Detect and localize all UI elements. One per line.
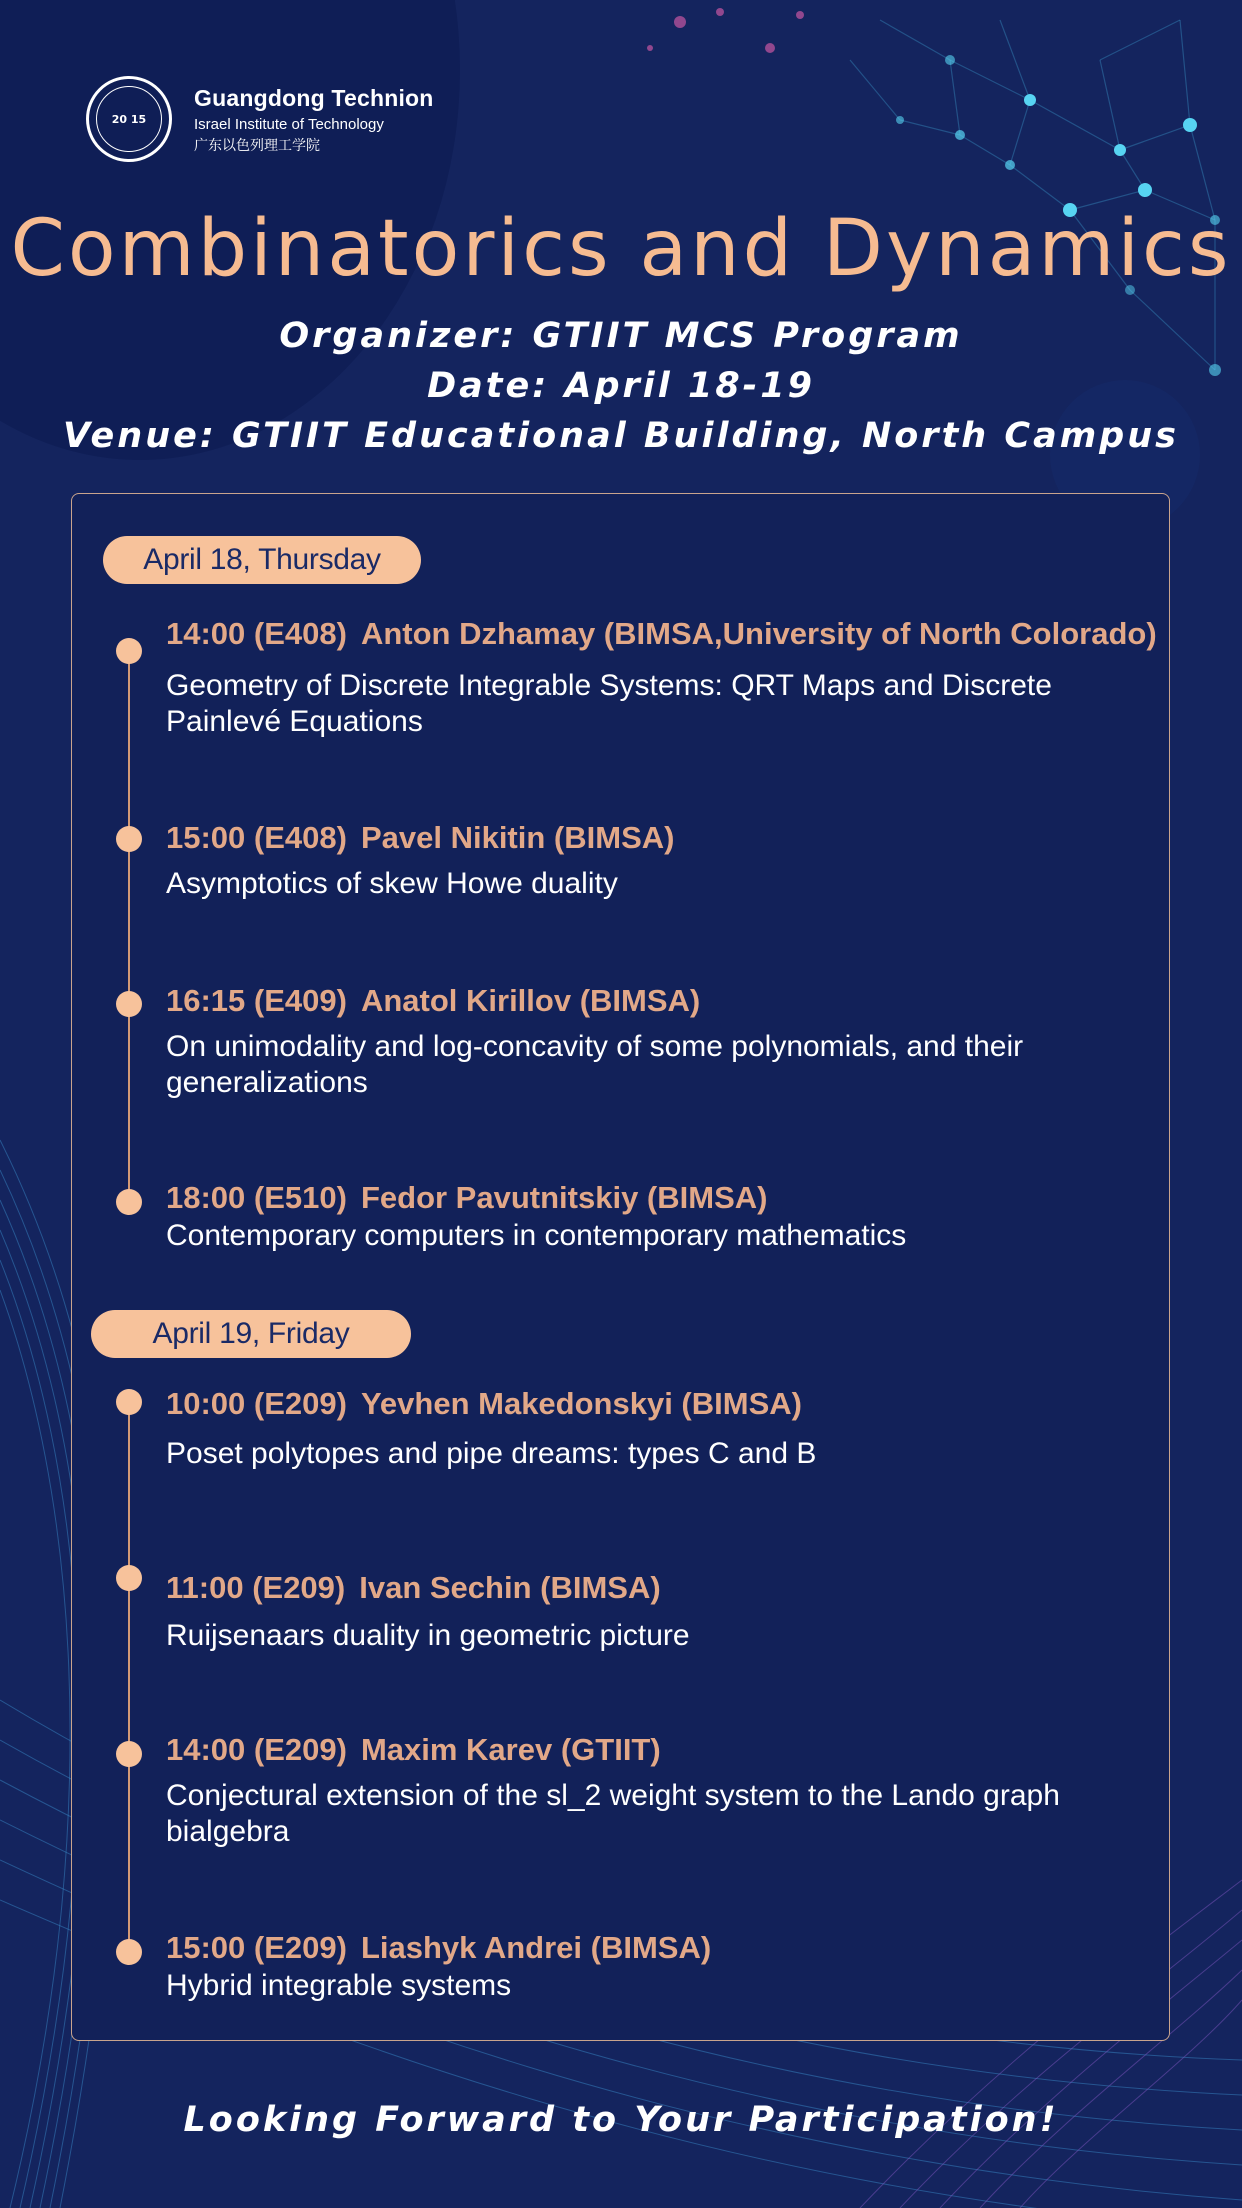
talk-time: 15:00 (E408) [166,820,347,855]
talk-title: Ruijsenaars duality in geometric picture [166,1619,690,1652]
event-date: Date: April 18-19 [427,366,815,406]
talk-header [166,1180,767,1216]
talk-title: Hybrid integrable systems [166,1969,512,2002]
timeline-dot [116,991,142,1017]
day-label-april-19: April 19, Friday [91,1310,411,1358]
talk-speaker: Ivan Sechin (BIMSA) [359,1570,661,1605]
talk-title: Poset polytopes and pipe dreams: types C and B [166,1437,817,1470]
talk-header [166,983,700,1019]
day-label-april-18: April 18, Thursday [103,536,421,584]
logo-text [194,85,434,153]
talk-header [166,820,674,856]
talk-title: Asymptotics of skew Howe duality [166,867,618,900]
institution-subtitle: Israel Institute of Technology [194,115,384,133]
timeline-dot [116,1189,142,1215]
talk-speaker: Anton Dzhamay (BIMSA,University of North Colorado) [360,616,1157,651]
timeline-line [128,1401,130,1953]
timeline-dot [116,1741,142,1767]
timeline-dot [116,826,142,852]
talk-time: 18:00 (E510) [166,1180,347,1215]
talk-time: 14:00 (E408) [166,616,347,651]
talk-time: 15:00 (E209) [166,1930,347,1965]
talk-header [166,1386,802,1422]
timeline-dot [116,1389,142,1415]
talk-time: 11:00 (E209) [166,1570,346,1605]
timeline-line [128,650,130,1202]
talk-title: On unimodality and log-concavity of some polynomials, and their generalizations [166,1030,1024,1099]
talk-time: 14:00 (E209) [166,1732,347,1767]
talk-speaker: Liashyk Andrei (BIMSA) [360,1930,712,1965]
talk-header [166,1732,661,1768]
talk-speaker: Fedor Pavutnitskiy (BIMSA) [360,1180,768,1215]
talk-header [166,616,1157,652]
event-title: Combinatorics and Dynamics [10,204,1232,294]
talk-speaker: Maxim Karev (GTIIT) [360,1732,661,1767]
timeline-dot [116,638,142,664]
talk-title: Geometry of Discrete Integrable Systems: QRT Maps and Discrete Painlevé Equations [166,669,1052,738]
timeline-dot [116,1939,142,1965]
seal-icon [86,76,172,162]
talk-header [166,1930,711,1966]
event-venue: Venue: GTIIT Educational Building, North Campus [63,416,1179,456]
institution-chinese-name: 广东以色列理工学院 [194,136,320,153]
event-organizer: Organizer: GTIIT MCS Program [279,316,963,356]
seal-years: 20 15 [96,86,162,152]
timeline-dot [116,1565,142,1591]
talk-header [166,1570,661,1606]
footer-message: Looking Forward to Your Participation! [183,2100,1059,2140]
institution-logo [86,76,434,162]
talk-speaker: Pavel Nikitin (BIMSA) [360,820,675,855]
talk-time: 16:15 (E409) [166,983,347,1018]
institution-name: Guangdong Technion [194,85,434,112]
talk-speaker: Anatol Kirillov (BIMSA) [360,983,701,1018]
talk-title: Conjectural extension of the sl_2 weight system to the Lando graph bialgebra [166,1779,1060,1848]
talk-speaker: Yevhen Makedonskyi (BIMSA) [360,1386,802,1421]
talk-title: Contemporary computers in contemporary mathematics [166,1219,907,1252]
talk-time: 10:00 (E209) [166,1386,347,1421]
